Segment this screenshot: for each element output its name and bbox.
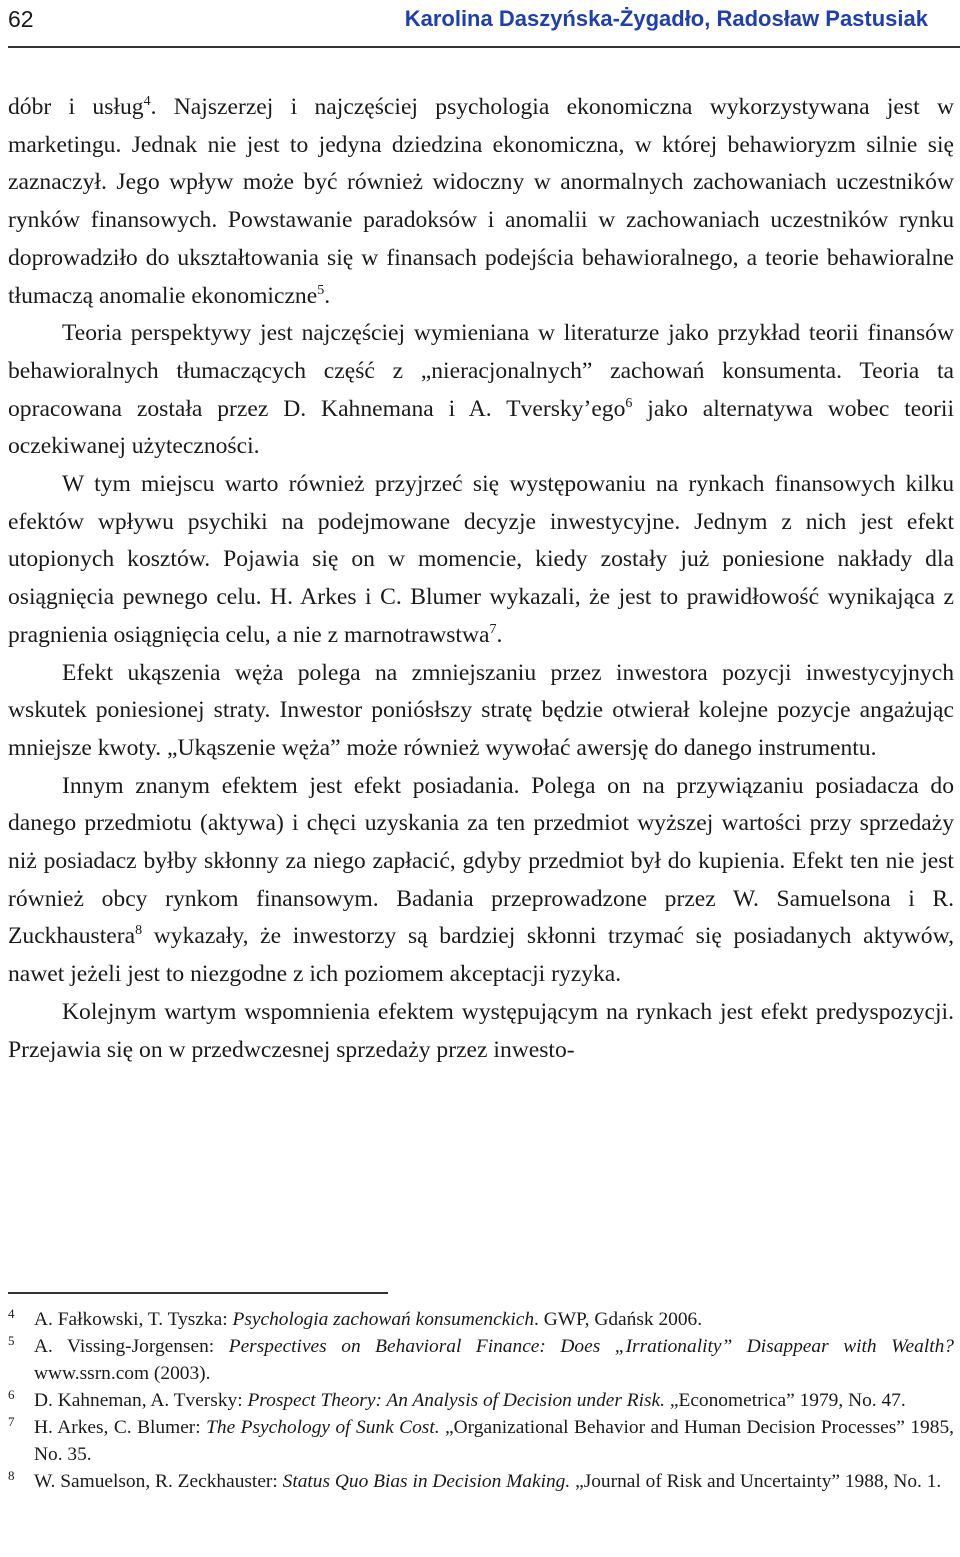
paragraph-5 [8, 768, 954, 994]
running-head-authors: Karolina Daszyńska-Żygadło, Radosław Pastusiak [404, 6, 928, 31]
footnote-6 [8, 1387, 954, 1414]
body-text [8, 89, 954, 1069]
footnote-details: . GWP, Gdańsk 2006. [534, 1309, 703, 1330]
paragraph-3-text-a: W tym miejscu warto również przyjrzeć się występowaniu na rynkach finansowych kilku efektów wpływu psychiki na podejmowane decyzje inwestycyjne. Jednym z nich jest efekt utopionych kosztów. Pojawia się on w momencie, kiedy zostały już poniesione nakłady dla osiągnięcia pewnego celu. H. Arkes i C. Blumer wykazali, że jest to prawidłowość wynikająca z pragnienia osiągnięcia celu, a nie z marnotrawstwa [8, 471, 954, 648]
footnote-number: 7 [8, 1414, 15, 1429]
footnote-authors: H. Arkes, C. Blumer: [34, 1417, 207, 1438]
page-header [8, 6, 954, 36]
footnote-details: „Organizational Behavior and Human Decision Processes” 1985, No. 35. [34, 1417, 954, 1465]
footnote-number: 8 [8, 1468, 15, 1483]
paragraph-2-text-b: jako alternatywa wobec teorii oczekiwanej użyteczności. [8, 395, 955, 460]
footnote-ref-6[interactable]: 6 [625, 395, 633, 411]
header-divider [8, 46, 960, 48]
footnote-5 [8, 1333, 954, 1387]
footnote-ref-8[interactable]: 8 [135, 923, 143, 939]
footnote-number: 4 [8, 1306, 15, 1321]
footnote-authors: W. Samuelson, R. Zeckhauster: [34, 1471, 283, 1492]
footnote-details: „Journal of Risk and Uncertainty” 1988, No. 1. [570, 1471, 942, 1492]
paragraph-1-text-b: . Najszerzej i najczęściej psychologia ekonomiczna wykorzystywana jest w marketingu. Jednak nie jest to jedyna dziedzina ekonomiczna, w której behawioryzm silnie się zaznaczył. Jego wpływ może być również widoczny w anormalnych zachowaniach uczestników rynków finansowych. Powstawanie paradoksów i anomalii w zachowaniach uczestników rynku doprowadziło do ukształtowania się w finansach podejścia behawioralnego, a teorie behawioralne tłumaczą anomalie ekonomiczne [8, 94, 954, 309]
footnote-number: 5 [8, 1333, 15, 1348]
footnote-details: www.ssrn.com (2003). [34, 1363, 211, 1384]
paragraph-3-text-b: . [496, 621, 503, 648]
footnote-title: Psychologia zachowań konsumenckich [232, 1309, 535, 1330]
footnote-number: 6 [8, 1387, 15, 1402]
footnote-divider [8, 1292, 388, 1294]
footnotes [8, 1306, 954, 1495]
paragraph-5-text-b: wykazały, że inwestorzy są bardziej skłonni trzymać się posiadanych aktywów, nawet jeżeli jest to niezgodne z ich poziomem akceptacji ryzyka. [8, 923, 954, 988]
footnote-title: Status Quo Bias in Decision Making. [282, 1471, 571, 1492]
paragraph-3 [8, 466, 954, 655]
footnote-authors: A. Vissing-Jorgensen: [34, 1336, 229, 1357]
footnote-ref-4[interactable]: 4 [143, 94, 151, 109]
paragraph-4: Efekt ukąszenia węża polega na zmniejszaniu przez inwestora pozycji inwestycyjnych wskutek poniesionej straty. Inwestor poniósłszy stratę będzie otwierał kolejne pozycje angażując mniejsze kwoty. „Ukąszenie węża” może również wywołać awersję do danego instrumentu. [8, 659, 954, 761]
paragraph-2-text-a: Teoria perspektywy jest najczęściej wymieniana w literaturze jako przykład teorii finansów behawioralnych tłumaczących część z „nieracjonalnych” zachowań konsumenta. Teoria ta opracowana została przez D. Kahnemana i A. Tversky’ego [8, 320, 954, 422]
footnote-title: Prospect Theory: An Analysis of Decision under Risk. [247, 1390, 666, 1411]
paragraph-1-text-a: dóbr i usług [8, 94, 144, 120]
footnote-authors: D. Kahneman, A. Tversky: [34, 1390, 248, 1411]
footnote-ref-7[interactable]: 7 [489, 621, 497, 637]
footnote-ref-5[interactable]: 5 [317, 282, 325, 298]
paragraph-1 [8, 89, 954, 315]
footnote-authors: A. Fałkowski, T. Tyszka: [34, 1309, 233, 1330]
footnote-8 [8, 1468, 954, 1495]
paragraph-1-text-c: . [324, 282, 331, 309]
footnote-4 [8, 1306, 954, 1333]
footnote-title: The Psychology of Sunk Cost. [206, 1417, 440, 1438]
paragraph-2 [8, 315, 954, 466]
paragraph-6: Kolejnym wartym wspomnienia efektem występującym na rynkach jest efekt predyspozycji. Przejawia się on w przedwczesnej sprzedaży przez inwesto- [8, 998, 954, 1063]
footnote-details: „Econometrica” 1979, No. 47. [665, 1390, 906, 1411]
paragraph-5-text-a: Innym znanym efektem jest efekt posiadania. Polega on na przywiązaniu posiadacza do danego przedmiotu (aktywa) i chęci uzyskania za ten przedmiot wyższej wartości przy sprzedaży niż posiadacz byłby skłonny za niego zapłacić, gdyby przedmiot był do kupienia. Efekt ten nie jest również obcy rynkom finansowym. Badania przeprowadzone przez W. Samuelsona i R. Zuckhaustera [8, 772, 954, 950]
footnote-7 [8, 1414, 954, 1468]
page-number: 62 [8, 6, 34, 32]
footnote-title: Perspectives on Behavioral Finance: Does „Irrationality” Disappear with Wealth? [228, 1336, 954, 1357]
